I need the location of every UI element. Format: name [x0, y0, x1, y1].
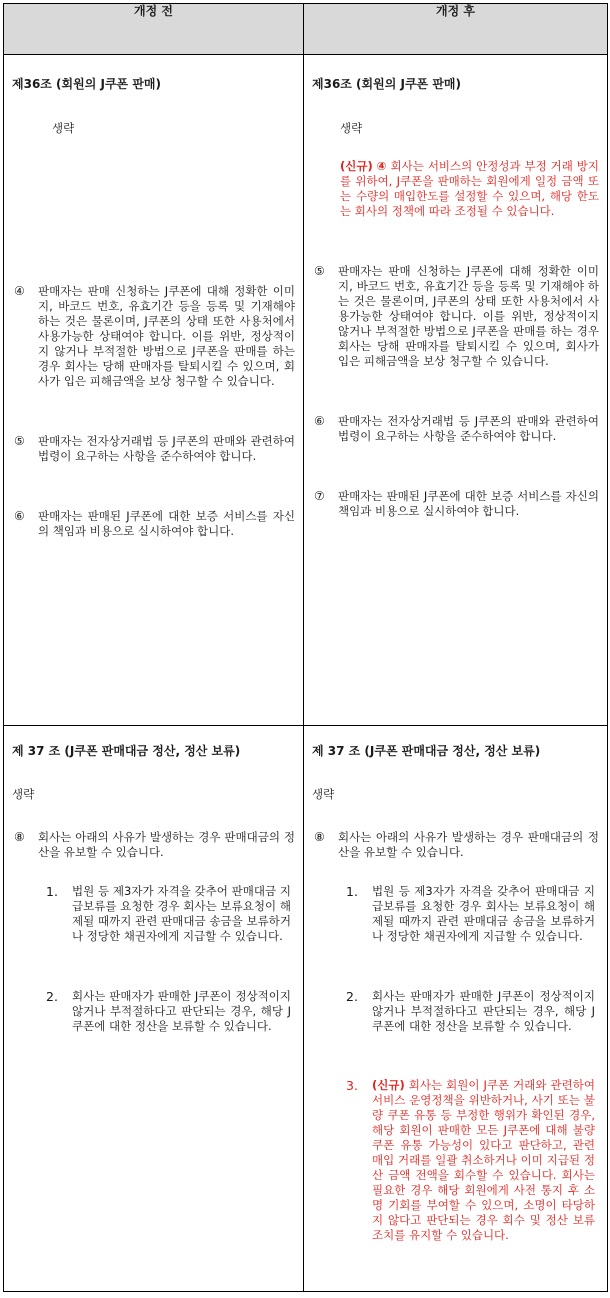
clause-item	[14, 284, 295, 389]
comparison-table	[3, 3, 608, 1292]
clause-text: 회사는 아래의 사유가 발생하는 경우 판매대금의 정산을 유보할 수 있습니다.	[338, 830, 599, 859]
article-title: 제36조 (회원의 J쿠폰 판매)	[12, 77, 161, 91]
new-sub-body	[372, 1078, 595, 1243]
omitted-note: 생략	[340, 121, 363, 135]
clause-item	[314, 489, 599, 519]
clause-text: 회사는 아래의 사유가 발생하는 경우 판매대금의 정산을 유보할 수 있습니다.	[38, 830, 295, 859]
row2-before-cell	[4, 726, 304, 1292]
clause-item	[14, 830, 295, 860]
clause-item	[314, 830, 599, 860]
sub-text: 회사는 회원이 J쿠폰 거래와 관련하여 서비스 운영정책을 위반하거나, 사기 또는 불량 쿠폰 유통 등 부정한 행위가 확인된 경우, 해당 회원이 판매한 모든 J쿠폰에 대해 불량 쿠폰 유통 가능성이 있다고 판단하고, 관련 매입 거래를 일괄 취소하거나 이미 지급된 정산 금액 전액을 회수할 수 있습니다. 회사는 필요한 경우 해당 회원에게 사전 통지 후 소명 기회를 부여할 수 있으며, 소명이 타당하지 않다고 판단되는 경우 회수 및 정산 보류 조치를 유지할 수 있습니다.	[372, 1078, 595, 1242]
sub-text: 회사는 판매자가 판매한 J쿠폰이 정상적이지 않거나 부적절하다고 판단되는 경우, 해당 J쿠폰에 대한 정산을 보류할 수 있습니다.	[372, 989, 595, 1033]
clause-text: 판매자는 전자상거래법 등 J쿠폰의 판매와 관련하여 법령이 요구하는 사항을 준수하여야 합니다.	[338, 414, 599, 443]
header-before: 개정 전	[4, 4, 304, 55]
row1-after-cell	[304, 55, 608, 726]
clause-text: 판매자는 판매된 J쿠폰에 대한 보증 서비스를 자신의 책임과 비용으로 실시하여야 합니다.	[38, 509, 295, 538]
sub-clause	[46, 989, 291, 1034]
article-title: 제 37 조 (J쿠폰 판매대금 정산, 정산 보류)	[12, 744, 241, 758]
clause-text: 판매자는 판매 신청하는 J쿠폰에 대해 정확한 이미지, 바코드 번호, 유효기간 등을 등록 및 기재해야 하는 것은 물론이며, J쿠폰의 상태 또한 사용처에서 사용가능한 상태여야 합니다. 이를 위반, 정상적이지 않거나 부적절한 방법으로 J쿠폰을 판매를 하는 경우 회사는 당해 판매자를 탈퇴시킬 수 있으며, 회사가 입은 피해금액을 보상 청구할 수 있습니다.	[38, 284, 295, 388]
sub-number: 2.	[46, 989, 58, 1004]
sub-text: 회사는 판매자가 판매한 J쿠폰이 정상적이지 않거나 부적절하다고 판단되는 경우, 해당 J쿠폰에 대한 정산을 보류할 수 있습니다.	[72, 989, 291, 1033]
clause-item	[314, 264, 599, 369]
sub-text: 법원 등 제3자가 자격을 갖추어 판매대금 지급보류를 요청한 경우 회사는 보류요청이 해제될 때까지 관련 판매대금 송금을 보류하거나 정당한 채권자에게 지급할 수 있습니다.	[72, 884, 291, 943]
clause-number: ⑥	[314, 414, 325, 428]
clause-text: 판매자는 전자상거래법 등 J쿠폰의 판매와 관련하여 법령이 요구하는 사항을 준수하여야 합니다.	[38, 434, 295, 463]
sub-number: 2.	[346, 989, 358, 1004]
clause-number: ④	[376, 159, 387, 173]
sub-number: 1.	[346, 884, 358, 899]
clause-number: ⑧	[314, 830, 325, 844]
clause-text: 회사는 서비스의 안정성과 부정 거래 방지를 위하여, J쿠폰을 판매하는 회원에게 일정 금액 또는 수량의 매입한도를 설정할 수 있으며, 해당 한도는 회사의 정책에 따라 조정될 수 있습니다.	[340, 159, 599, 218]
header-after: 개정 후	[304, 4, 608, 55]
sub-number: 3.	[346, 1078, 358, 1093]
clause-number: ⑤	[314, 264, 325, 278]
row1-before-cell	[4, 55, 304, 726]
omitted-note: 생략	[312, 787, 335, 801]
clause-item	[14, 509, 295, 539]
new-clause	[340, 159, 599, 219]
sub-clause	[346, 884, 595, 944]
new-tag: (신규)	[372, 1078, 405, 1092]
article-title: 제36조 (회원의 J쿠폰 판매)	[312, 77, 461, 91]
sub-text: 법원 등 제3자가 자격을 갖추어 판매대금 지급보류를 요청한 경우 회사는 보류요청이 해제될 때까지 관련 판매대금 송금을 보류하거나 정당한 채권자에게 지급할 수 있습니다.	[372, 884, 595, 943]
clause-number: ⑦	[314, 489, 325, 503]
article-title: 제 37 조 (J쿠폰 판매대금 정산, 정산 보류)	[312, 744, 541, 758]
new-sub-clause	[346, 1078, 595, 1243]
clause-number: ⑥	[14, 509, 25, 523]
sub-clause	[346, 989, 595, 1034]
omitted-note: 생략	[12, 787, 35, 801]
row2-after-cell	[304, 726, 608, 1292]
new-tag: (신규)	[340, 159, 373, 173]
clause-item	[314, 414, 599, 444]
omitted-note: 생략	[52, 121, 75, 135]
sub-number: 1.	[46, 884, 58, 899]
clause-number: ④	[14, 284, 25, 298]
sub-clause	[46, 884, 291, 944]
clause-number: ⑧	[14, 830, 25, 844]
clause-number: ⑤	[14, 434, 25, 448]
clause-text: 판매자는 판매된 J쿠폰에 대한 보증 서비스를 자신의 책임과 비용으로 실시하여야 합니다.	[338, 489, 599, 518]
clause-item	[14, 434, 295, 464]
clause-text: 판매자는 판매 신청하는 J쿠폰에 대해 정확한 이미지, 바코드 번호, 유효기간 등을 등록 및 기재해야 하는 것은 물론이며, J쿠폰의 상태 또한 사용처에서 사용가능한 상태여야 합니다. 이를 위반, 정상적이지 않거나 부적절한 방법으로 J쿠폰을 판매를 하는 경우 회사는 당해 판매자를 탈퇴시킬 수 있으며, 회사가 입은 피해금액을 보상 청구할 수 있습니다.	[338, 264, 599, 368]
